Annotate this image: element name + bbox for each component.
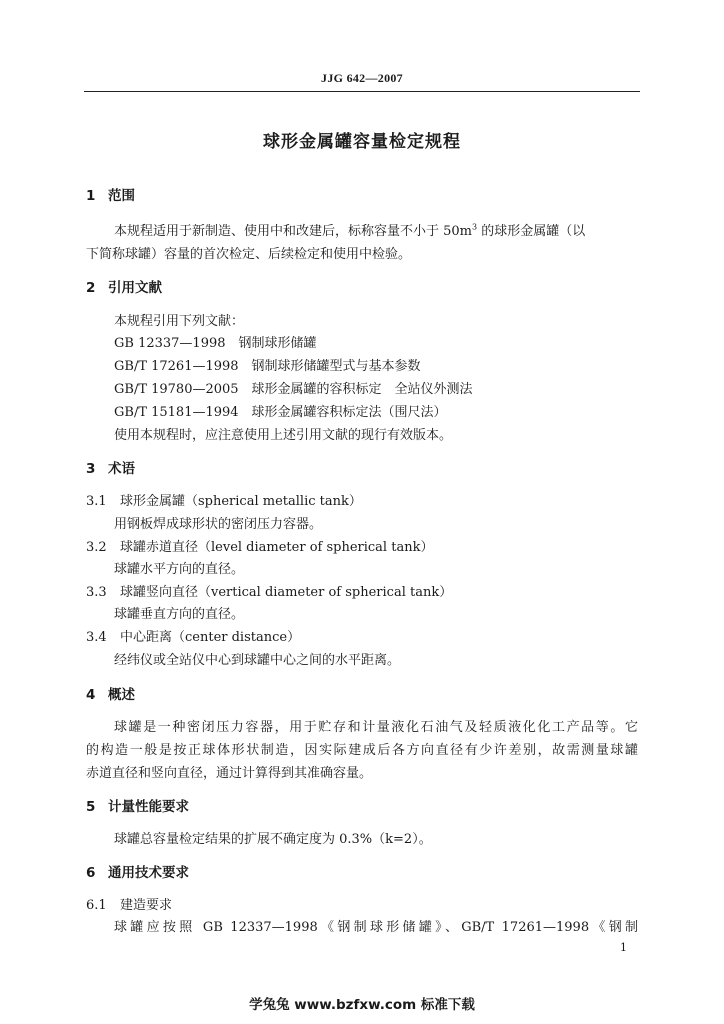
header-rule bbox=[84, 91, 640, 92]
watermark-footer: 学兔兔 www.bzfxw.com 标准下载 bbox=[249, 997, 475, 1013]
section-title: 范围 bbox=[108, 188, 135, 204]
overview-para-line: 球罐是一种密闭压力容器，用于贮存和计量液化石油气及轻质液化化工产品等。它 bbox=[114, 720, 638, 735]
term-heading bbox=[86, 626, 300, 645]
section-number: 2 bbox=[86, 280, 96, 296]
superscript: 3 bbox=[472, 222, 478, 232]
reference-item: GB/T 19780—2005 球形金属罐的容积标定 全站仪外测法 bbox=[114, 382, 473, 397]
reference-item: GB/T 17261—1998 钢制球形储罐型式与基本参数 bbox=[114, 359, 421, 374]
section-title: 通用技术要求 bbox=[108, 865, 189, 881]
section-number: 5 bbox=[86, 799, 96, 815]
subsection-number: 6.1 bbox=[86, 898, 107, 913]
term-number: 3.2 bbox=[86, 540, 107, 555]
term-definition: 球罐垂直方向的直径。 bbox=[114, 607, 245, 622]
section-title: 术语 bbox=[108, 461, 135, 477]
section-title: 引用文献 bbox=[108, 280, 162, 296]
page-number: 1 bbox=[620, 941, 627, 954]
term-definition: 经纬仪或全站仪中心到球罐中心之间的水平距离。 bbox=[114, 653, 401, 668]
term-name: 球罐赤道直径（level diameter of spherical tank） bbox=[120, 540, 434, 555]
para-text: 的球形金属罐（以 bbox=[477, 224, 586, 239]
section-5-heading bbox=[86, 795, 189, 815]
subsection-heading bbox=[86, 894, 172, 913]
term-heading bbox=[86, 490, 362, 509]
term-number: 3.1 bbox=[86, 494, 107, 509]
term-number: 3.4 bbox=[86, 630, 107, 645]
term-heading bbox=[86, 581, 452, 600]
reference-item: GB/T 15181—1994 球形金属罐容积标定法（围尺法） bbox=[114, 405, 447, 420]
references-intro: 本规程引用下列文献： bbox=[114, 314, 245, 329]
term-heading bbox=[86, 536, 433, 555]
section-number: 6 bbox=[86, 865, 96, 881]
section-2-heading bbox=[86, 276, 162, 296]
section-4-heading bbox=[86, 683, 135, 703]
section-1-heading bbox=[86, 184, 135, 204]
section-title: 概述 bbox=[108, 687, 135, 703]
para-text: 本规程适用于新制造、使用中和改建后，标称容量不小于 50m bbox=[114, 224, 473, 239]
section-number: 4 bbox=[86, 687, 96, 703]
references-note: 使用本规程时，应注意使用上述引用文献的现行有效版本。 bbox=[114, 428, 453, 443]
term-name: 中心距离（center distance） bbox=[120, 630, 301, 645]
subsection-title: 建造要求 bbox=[120, 898, 173, 913]
section-3-heading bbox=[86, 457, 135, 477]
term-number: 3.3 bbox=[86, 585, 107, 600]
section-6-heading bbox=[86, 861, 189, 881]
term-name: 球罐竖向直径（vertical diameter of spherical tank） bbox=[120, 585, 453, 600]
term-definition: 用钢板焊成球形状的密闭压力容器。 bbox=[114, 517, 323, 532]
section-1-para-line: 下简称球罐）容量的首次检定、后续检定和使用中检验。 bbox=[86, 247, 412, 262]
section-number: 3 bbox=[86, 461, 96, 477]
section-title: 计量性能要求 bbox=[108, 799, 189, 815]
section-1-para-line bbox=[114, 220, 585, 239]
page-title: 球形金属罐容量检定规程 bbox=[263, 132, 461, 152]
section-number: 1 bbox=[86, 188, 96, 204]
overview-para-line: 赤道直径和竖向直径，通过计算得到其准确容量。 bbox=[86, 766, 373, 781]
performance-requirement: 球罐总容量检定结果的扩展不确定度为 0.3%（k=2）。 bbox=[114, 832, 432, 847]
term-definition: 球罐水平方向的直径。 bbox=[114, 562, 245, 577]
reference-item: GB 12337—1998 钢制球形储罐 bbox=[114, 336, 317, 351]
construction-para-line: 球罐应按照 GB 12337—1998《钢制球形储罐》、GB/T 17261—1998《钢制 bbox=[114, 920, 638, 935]
term-name: 球形金属罐（spherical metallic tank） bbox=[120, 494, 362, 509]
overview-para-line: 的构造一般是按正球体形状制造，因实际建成后各方向直径有少许差别，故需测量球罐 bbox=[86, 743, 638, 758]
document-code-header: JJG 642—2007 bbox=[321, 71, 403, 85]
